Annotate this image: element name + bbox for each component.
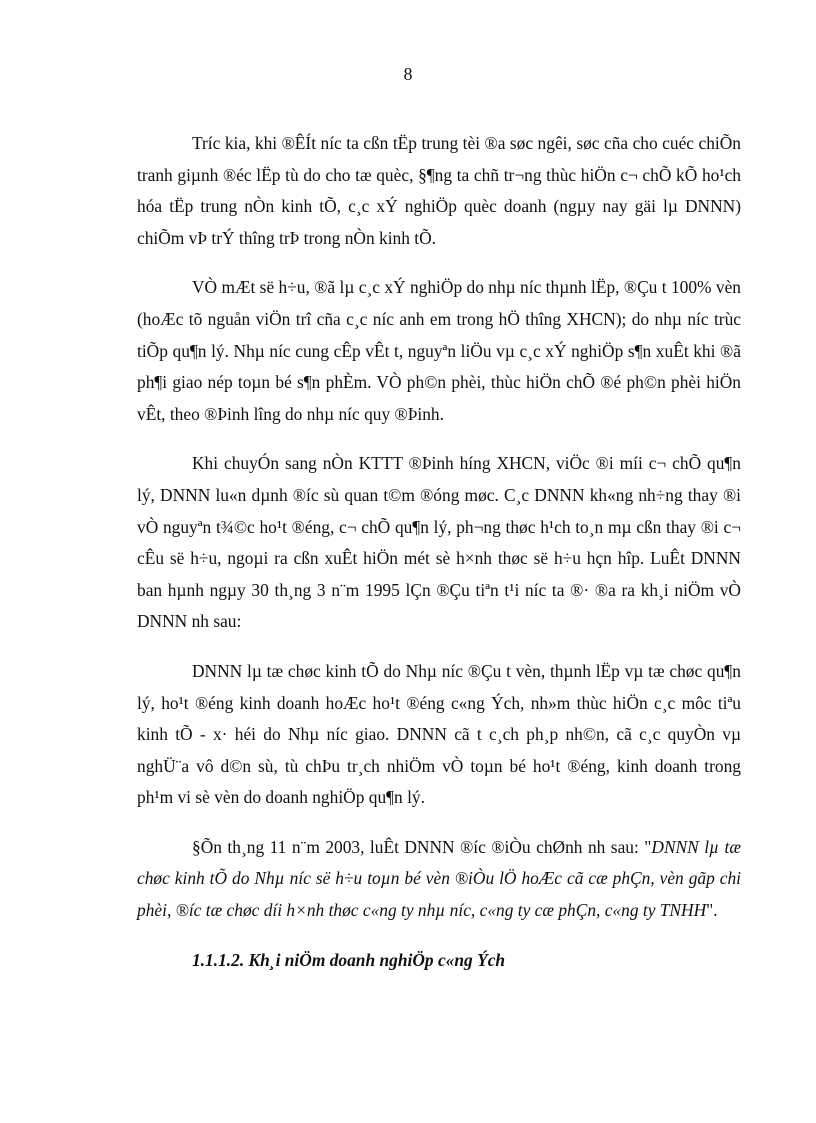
page-body xyxy=(137,128,741,975)
amendment-tail: ". xyxy=(706,900,718,921)
paragraph-amended-definition xyxy=(137,832,741,927)
section-heading: 1.1.1.2. Kh¸i niÖm doanh nghiÖp c«ng Ých xyxy=(192,949,506,970)
amendment-lead: §Õn th¸ng 11 n¨m 2003, luÊt DNNN ®íc ®iÒu chØnh nh sau: " xyxy=(192,836,652,857)
paragraph-definition: DNNN lµ tæ chøc kinh tÕ do Nhµ níc ®Çu t vèn, thµnh lËp vµ tæ chøc qu¶n lý, ho¹t ®éng kinh doanh hoÆc ho¹t ®éng c«ng Ých, nh»m thùc hiÖn c¸c môc tiªu kinh tÕ - x· héi do Nhµ níc giao. DNNN cã t c¸ch ph¸p nh©n, cã c¸c quyÒn vµ nghÜ¨a vô d©n sù, tù chÞu tr¸ch nhiÖm vÒ toµn bé ho¹t ®éng, kinh doanh trong ph¹m vi sè vèn do doanh nghiÖp qu¶n lý. xyxy=(137,660,741,808)
paragraph-history: Tríc kia, khi ®ÊÍt níc ta cßn tËp trung tèi ®a søc ngêi, søc cña cho cuéc chiÕn tranh giµnh ®éc lËp tù do cho tæ quèc, §¶ng ta chñ tr¬ng thùc hiÖn c¬ chÕ kÕ ho¹ch hóa tËp trung nÒn kinh tÕ, c¸c xÝ nghiÖp quèc doanh (ngµy nay gäi lµ DNNN) chiÕm vÞ trÝ thîng trÞ trong nÒn kinh tÕ. xyxy=(137,133,741,248)
amendment-quote: DNNN lµ tæ chøc kinh tÕ do Nhµ níc së h÷u toµn bé vèn ®iÒu lÖ hoÆc cã cæ phÇn, vèn gãp chi phèi, ®íc tæ chøc díi h×nh thøc c«ng ty nhµ níc, c«ng ty cæ phÇn, c«ng ty TNHH xyxy=(137,836,741,921)
paragraph-ownership: VÒ mÆt së h÷u, ®ã lµ c¸c xÝ nghiÖp do nhµ níc thµnh lËp, ®Çu t 100% vèn (hoÆc tõ nguån viÖn trî cña c¸c níc anh em trong hÖ thîng XHCN); do nhµ níc trùc tiÕp qu¶n lý. Nhµ níc cung cÊp vÊt t, nguyªn liÖu vµ c¸c xÝ nghiÖp s¶n xuÊt khi ®ã ph¶i giao nép toµn bé s¶n phÈm. VÒ ph©n phèi, thùc hiÖn chÕ ®é ph©n phèi hiÖn vÊt, theo ®Þinh lîng do nhµ níc quy ®Þinh. xyxy=(137,277,741,424)
page-number: 8 xyxy=(403,64,413,84)
paragraph-market-transition: Khi chuyÓn sang nÒn KTTT ®Þinh híng XHCN, viÖc ®i míi c¬ chÕ qu¶n lý, DNNN lu«n dµnh ®íc sù quan t©m ®óng møc. C¸c DNNN kh«ng nh÷ng thay ®i vÒ nguyªn t¾©c ho¹t ®éng, c¬ chÕ qu¶n lý, ph¬ng thøc h¹ch to¸n mµ cßn thay ®i c¬ cÊu së h÷u, ngoµi ra cßn xuÊt hiÖn mét sè h×nh thøc së h÷u hçn hîp. LuÊt DNNN ban hµnh ngµy 30 th¸ng 3 n¨m 1995 lÇn ®Çu tiªn t¹i níc ta ®· ®a ra kh¸i niÖm vÒ DNNN nh sau: xyxy=(137,453,741,632)
